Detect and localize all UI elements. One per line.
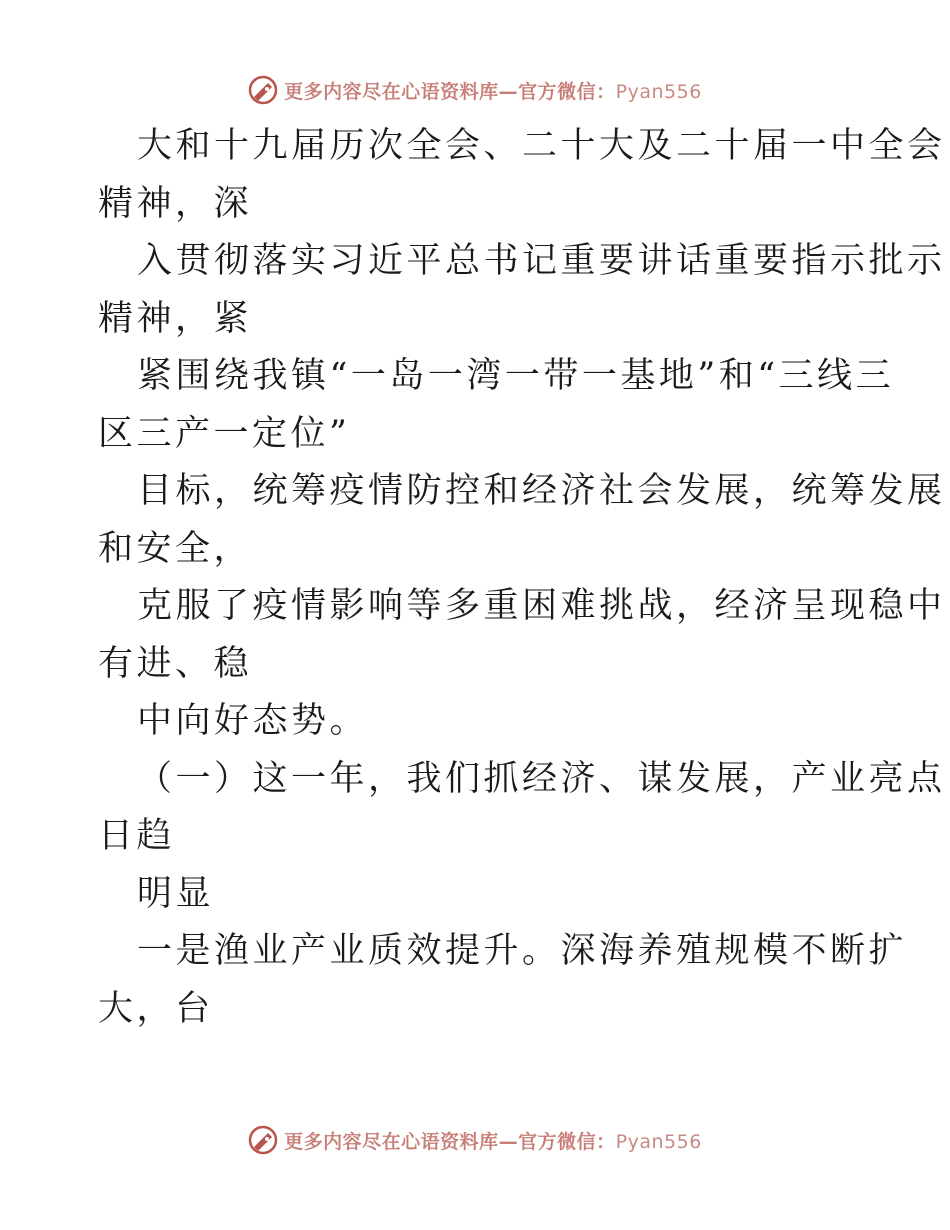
- text-line: 精神，深: [98, 183, 253, 224]
- watermark-wechat-id: Pyan556: [615, 80, 702, 103]
- pen-logo-icon: [248, 1125, 278, 1155]
- watermark-footer: [0, 1122, 950, 1158]
- text-line: 克服了疫情影响等多重困难挑战，经济呈现稳中: [137, 586, 946, 626]
- watermark-wechat-id: Pyan556: [615, 1130, 702, 1153]
- text-line: 目标，统筹疫情防控和经济社会发展，统筹发展: [137, 471, 946, 511]
- watermark-text: [284, 1127, 702, 1154]
- watermark-text-cn: 更多内容尽在心语资料库—官方微信：: [284, 80, 616, 103]
- text-line: 一是渔业产业质效提升。深海养殖规模不断扩: [137, 931, 908, 971]
- text-line: 明显: [137, 873, 215, 914]
- text-line: 紧围绕我镇“一岛一湾一带一基地”和“三线三: [137, 356, 895, 396]
- text-line: 精神，紧: [98, 298, 253, 339]
- text-line: 日趋: [98, 816, 176, 856]
- text-line: 大，台: [98, 988, 214, 1029]
- text-line: （一）这一年，我们抓经济、谋发展，产业亮点: [137, 758, 946, 799]
- watermark-header: [0, 72, 950, 108]
- text-line: 有进、稳: [98, 643, 253, 684]
- text-line: 和安全，: [98, 528, 253, 569]
- watermark-text-cn: 更多内容尽在心语资料库—官方微信：: [284, 1130, 616, 1153]
- text-line: 大和十九届历次全会、二十大及二十届一中全会: [137, 126, 946, 166]
- pen-logo-icon: [248, 75, 278, 105]
- text-line: 区三产一定位”: [98, 413, 351, 454]
- watermark-text: [284, 77, 702, 104]
- document-body: [98, 118, 946, 1038]
- text-line: 中向好态势。: [137, 701, 369, 741]
- text-line: 入贯彻落实习近平总书记重要讲话重要指示批示: [137, 241, 946, 281]
